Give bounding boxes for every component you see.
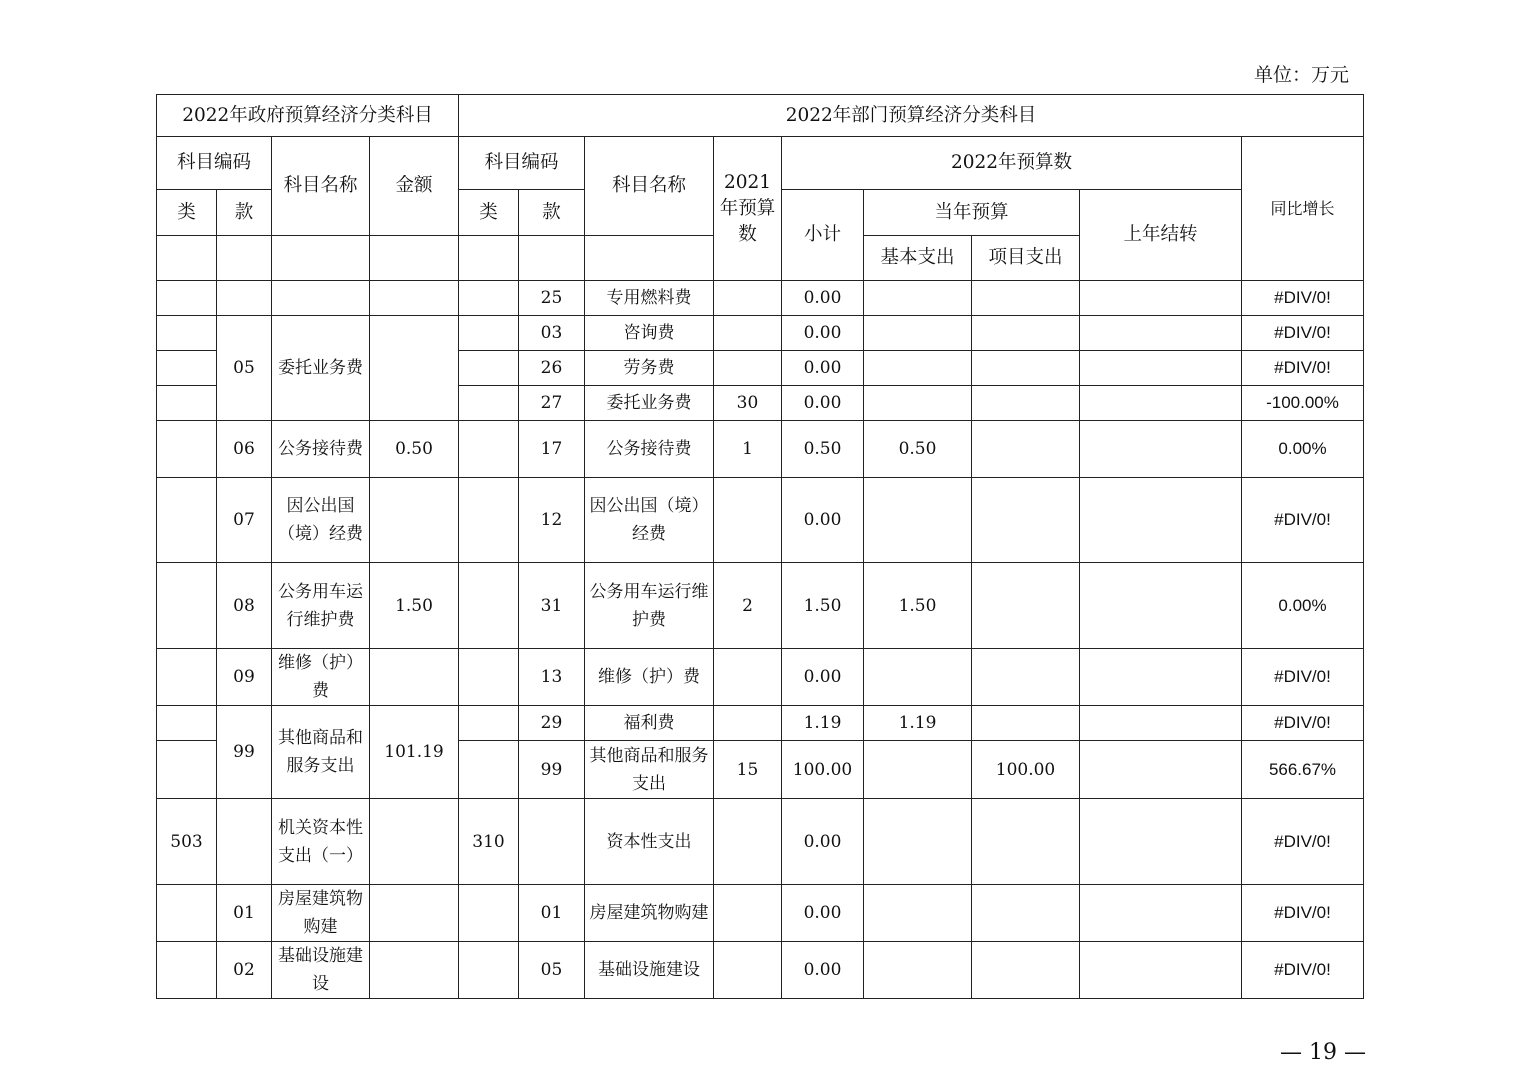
table-cell: [864, 799, 972, 885]
table-cell: 公务接待费: [272, 421, 370, 478]
table-cell: [714, 885, 782, 942]
carry-over-header: 上年结转: [1080, 190, 1242, 281]
table-cell: 房屋建筑物购建: [585, 885, 714, 942]
table-cell: 机关资本性支出（一）: [272, 799, 370, 885]
table-cell: 07: [217, 478, 272, 563]
prev-budget-header: 2021年预算数: [714, 137, 782, 281]
table-cell: [972, 799, 1080, 885]
table-cell: [459, 421, 519, 478]
table-cell: 100.00: [972, 741, 1080, 799]
table-cell: [157, 563, 217, 649]
table-cell: [1080, 563, 1242, 649]
table-cell: [459, 942, 519, 999]
table-cell: 基础设施建设: [272, 942, 370, 999]
table-cell: 房屋建筑物购建: [272, 885, 370, 942]
table-row: [157, 478, 1364, 563]
table-cell: 1: [714, 421, 782, 478]
table-cell: 100.00: [782, 741, 864, 799]
table-cell: 25: [519, 281, 585, 316]
table-cell: 02: [217, 942, 272, 999]
table-cell: [864, 281, 972, 316]
table-cell: 2: [714, 563, 782, 649]
dept-title: 2022年部门预算经济分类科目: [459, 95, 1364, 137]
table-cell: [714, 649, 782, 706]
table-cell: [157, 386, 217, 421]
table-row: [157, 649, 1364, 706]
growth-header: 同比增长: [1242, 137, 1364, 281]
table-cell: 101.19: [370, 706, 459, 799]
table-cell: 99: [217, 706, 272, 799]
table-row: [157, 281, 1364, 316]
table-cell: [157, 942, 217, 999]
gov-item-header: 款: [217, 190, 272, 236]
table-cell: 26: [519, 351, 585, 386]
table-cell: 0.00: [782, 942, 864, 999]
table-cell: 06: [217, 421, 272, 478]
table-row: [157, 942, 1364, 999]
table-cell: [864, 386, 972, 421]
table-cell: [714, 478, 782, 563]
table-cell: 0.00: [782, 386, 864, 421]
table-cell: [157, 885, 217, 942]
table-cell: 其他商品和服务支出: [272, 706, 370, 799]
table-cell: 0.00: [782, 478, 864, 563]
table-cell: 0.50: [864, 421, 972, 478]
table-cell: [157, 741, 217, 799]
table-cell: [864, 885, 972, 942]
table-cell: [972, 316, 1080, 351]
table-cell: [459, 563, 519, 649]
gov-code-header: 科目编码: [157, 137, 272, 190]
table-cell: [864, 649, 972, 706]
table-cell: [519, 799, 585, 885]
table-cell: 0.00%: [1242, 563, 1364, 649]
table-cell: [370, 885, 459, 942]
table-cell: [459, 351, 519, 386]
table-cell: 维修（护）费: [585, 649, 714, 706]
budget-2022-header: 2022年预算数: [782, 137, 1242, 190]
table-cell: 0.50: [782, 421, 864, 478]
budget-table: [156, 94, 1364, 999]
table-cell: #DIV/0!: [1242, 649, 1364, 706]
table-cell: 01: [217, 885, 272, 942]
table-cell: [864, 316, 972, 351]
table-cell: [1080, 799, 1242, 885]
table-cell: 公务用车运行维护费: [272, 563, 370, 649]
table-cell: [459, 885, 519, 942]
table-cell: 1.50: [370, 563, 459, 649]
table-cell: #DIV/0!: [1242, 942, 1364, 999]
table-cell: [714, 281, 782, 316]
table-cell: 566.67%: [1242, 741, 1364, 799]
table-cell: -100.00%: [1242, 386, 1364, 421]
current-year-header: 当年预算: [864, 190, 1080, 236]
gov-amount-header: 金额: [370, 137, 459, 236]
table-cell: [370, 281, 459, 316]
table-cell: [459, 281, 519, 316]
table-cell: 27: [519, 386, 585, 421]
table-cell: 委托业务费: [272, 316, 370, 421]
table-cell: [157, 421, 217, 478]
table-cell: [272, 236, 370, 281]
table-cell: [157, 236, 217, 281]
table-cell: 0.00: [782, 316, 864, 351]
table-cell: 0.00: [782, 885, 864, 942]
table-cell: 1.50: [864, 563, 972, 649]
dept-class-header: 类: [459, 190, 519, 236]
table-cell: 1.50: [782, 563, 864, 649]
table-cell: [272, 281, 370, 316]
table-cell: [972, 478, 1080, 563]
dept-item-header: 款: [519, 190, 585, 236]
table-row: [157, 706, 1364, 741]
page-number: — 19 —: [1280, 1040, 1366, 1065]
table-cell: 其他商品和服务支出: [585, 741, 714, 799]
table-cell: 30: [714, 386, 782, 421]
table-cell: [370, 799, 459, 885]
table-cell: 公务用车运行维护费: [585, 563, 714, 649]
table-cell: [459, 649, 519, 706]
table-cell: #DIV/0!: [1242, 351, 1364, 386]
gov-title: 2022年政府预算经济分类科目: [157, 95, 459, 137]
table-cell: 05: [217, 316, 272, 421]
table-cell: [972, 563, 1080, 649]
table-cell: [370, 316, 459, 421]
dept-name-header: 科目名称: [585, 137, 714, 236]
table-cell: [1080, 741, 1242, 799]
table-cell: 01: [519, 885, 585, 942]
table-cell: [1080, 942, 1242, 999]
table-cell: 1.19: [864, 706, 972, 741]
table-cell: [972, 706, 1080, 741]
table-cell: [864, 942, 972, 999]
subtotal-header: 小计: [782, 190, 864, 281]
table-cell: [459, 316, 519, 351]
table-cell: [714, 942, 782, 999]
table-cell: [157, 649, 217, 706]
table-cell: [370, 236, 459, 281]
table-cell: [972, 351, 1080, 386]
table-cell: 因公出国（境）经费: [585, 478, 714, 563]
project-expense-header: 项目支出: [972, 236, 1080, 281]
table-cell: [217, 799, 272, 885]
table-cell: 0.00%: [1242, 421, 1364, 478]
table-cell: 0.00: [782, 799, 864, 885]
table-cell: 委托业务费: [585, 386, 714, 421]
table-cell: [217, 281, 272, 316]
table-cell: [972, 649, 1080, 706]
table-cell: [459, 706, 519, 741]
table-cell: [1080, 421, 1242, 478]
table-cell: 基础设施建设: [585, 942, 714, 999]
table-cell: [1080, 649, 1242, 706]
table-cell: 503: [157, 799, 217, 885]
table-cell: 09: [217, 649, 272, 706]
table-cell: [1080, 281, 1242, 316]
table-cell: 咨询费: [585, 316, 714, 351]
table-cell: [157, 706, 217, 741]
table-cell: [157, 478, 217, 563]
table-cell: [157, 281, 217, 316]
unit-label: 单位：万元: [1254, 64, 1350, 86]
table-cell: [370, 649, 459, 706]
table-cell: 03: [519, 316, 585, 351]
table-row: [157, 316, 1364, 351]
table-cell: 专用燃料费: [585, 281, 714, 316]
table-cell: 0.00: [782, 281, 864, 316]
table-cell: #DIV/0!: [1242, 706, 1364, 741]
table-cell: 0.00: [782, 351, 864, 386]
table-cell: 310: [459, 799, 519, 885]
table-cell: [1080, 885, 1242, 942]
gov-name-header: 科目名称: [272, 137, 370, 236]
table-cell: 13: [519, 649, 585, 706]
dept-code-header: 科目编码: [459, 137, 585, 190]
table-row: [157, 563, 1364, 649]
table-cell: [714, 799, 782, 885]
table-cell: 12: [519, 478, 585, 563]
table-cell: [972, 421, 1080, 478]
table-cell: 0.50: [370, 421, 459, 478]
table-cell: [459, 478, 519, 563]
table-cell: 0.00: [782, 649, 864, 706]
table-cell: [714, 706, 782, 741]
table-cell: [1080, 351, 1242, 386]
table-cell: [972, 386, 1080, 421]
table-cell: [1080, 386, 1242, 421]
table-cell: [864, 351, 972, 386]
table-cell: 因公出国（境）经费: [272, 478, 370, 563]
table-cell: [1080, 316, 1242, 351]
table-cell: #DIV/0!: [1242, 281, 1364, 316]
table-cell: [370, 478, 459, 563]
table-cell: #DIV/0!: [1242, 316, 1364, 351]
table-cell: [972, 281, 1080, 316]
table-cell: 08: [217, 563, 272, 649]
table-cell: 29: [519, 706, 585, 741]
table-cell: [864, 478, 972, 563]
table-row: [157, 421, 1364, 478]
table-cell: 公务接待费: [585, 421, 714, 478]
table-cell: #DIV/0!: [1242, 885, 1364, 942]
table-cell: [217, 236, 272, 281]
table-cell: [157, 316, 217, 351]
table-cell: [1080, 478, 1242, 563]
table-cell: 99: [519, 741, 585, 799]
table-row: [157, 885, 1364, 942]
basic-expense-header: 基本支出: [864, 236, 972, 281]
gov-class-header: 类: [157, 190, 217, 236]
table-cell: [1080, 706, 1242, 741]
table-cell: [714, 351, 782, 386]
table-cell: [864, 741, 972, 799]
table-cell: [459, 236, 519, 281]
table-cell: [370, 942, 459, 999]
table-cell: 维修（护）费: [272, 649, 370, 706]
table-cell: 17: [519, 421, 585, 478]
table-cell: #DIV/0!: [1242, 799, 1364, 885]
table-cell: 31: [519, 563, 585, 649]
table-cell: [972, 885, 1080, 942]
table-row: [157, 799, 1364, 885]
table-cell: #DIV/0!: [1242, 478, 1364, 563]
table-cell: 05: [519, 942, 585, 999]
table-cell: 资本性支出: [585, 799, 714, 885]
table-cell: [714, 316, 782, 351]
table-cell: [459, 386, 519, 421]
table-cell: 福利费: [585, 706, 714, 741]
table-cell: [519, 236, 585, 281]
table-cell: [459, 741, 519, 799]
table-cell: 15: [714, 741, 782, 799]
table-cell: [972, 942, 1080, 999]
table-cell: 1.19: [782, 706, 864, 741]
table-cell: [157, 351, 217, 386]
table-cell: [585, 236, 714, 281]
table-cell: 劳务费: [585, 351, 714, 386]
